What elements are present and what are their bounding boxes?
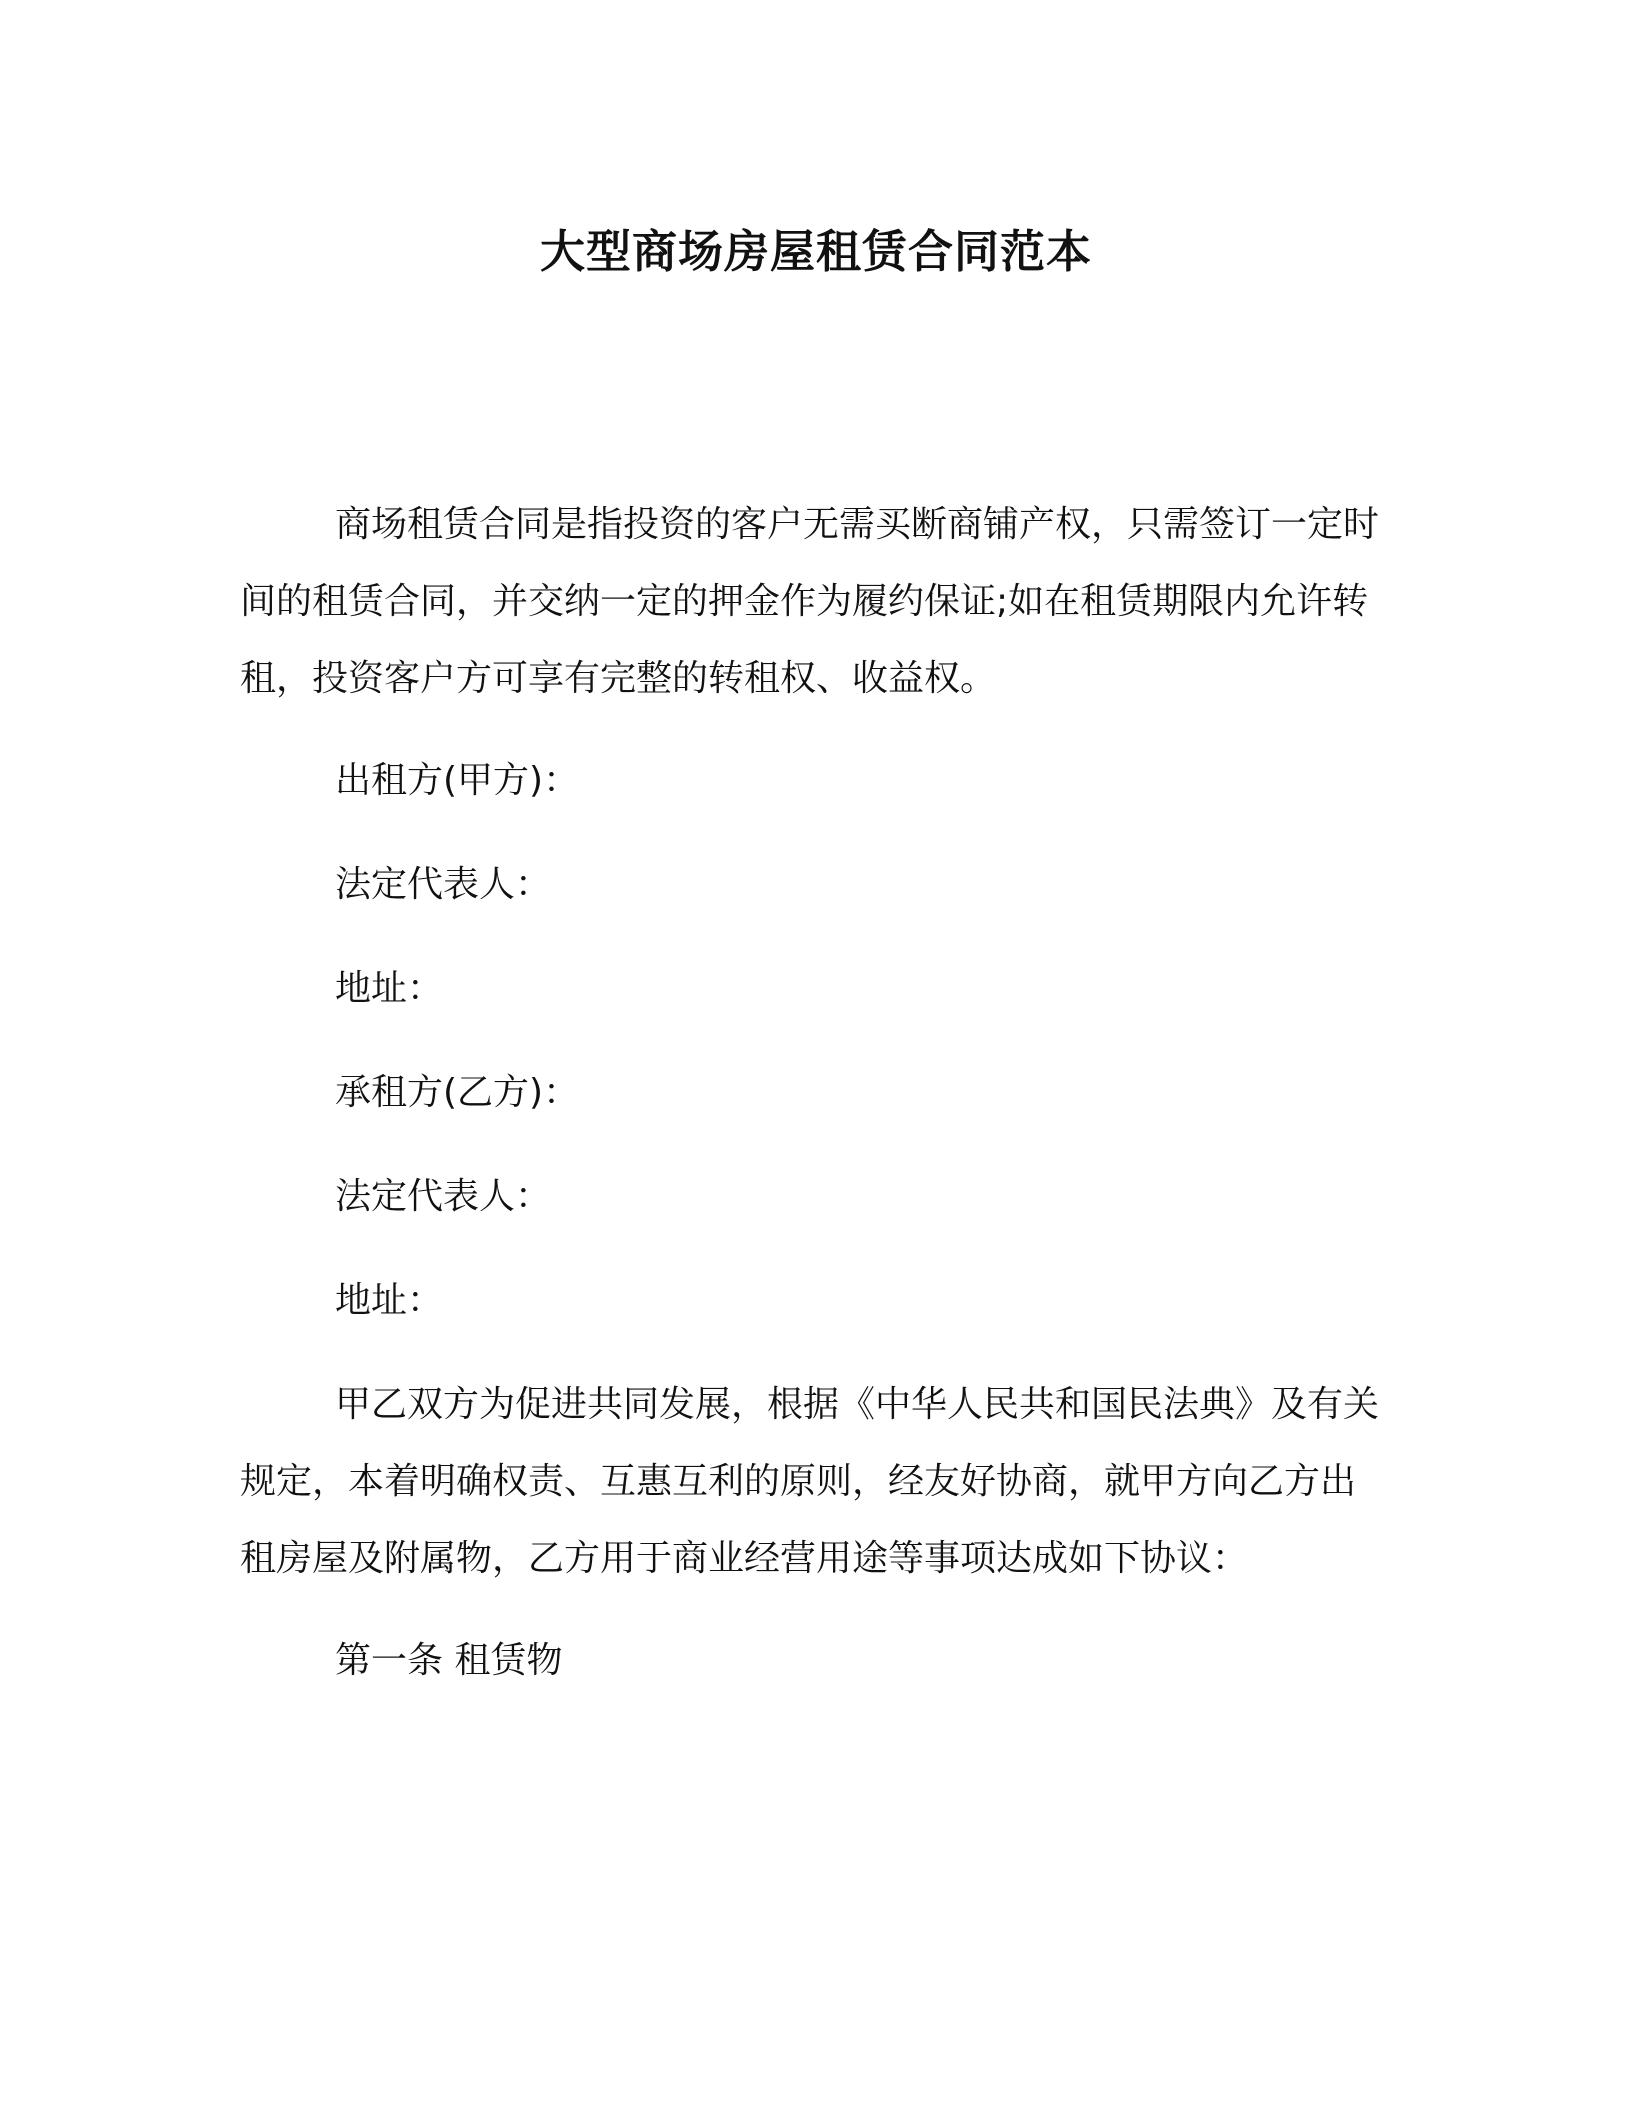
lessor-address-label: 地址： (335, 968, 444, 1009)
lessee-representative-label: 法定代表人： (335, 1176, 552, 1217)
agreement-paragraph: 甲乙双方为促进共同发展，根据《中华人民共和国民法典》及有关规定，本着明确权责、互惠互利的原则，经友好协商，就甲方向乙方出租房屋及附属物，乙方用于商业经营用途等事项达成如下协议： (240, 1384, 1380, 1579)
lessor-label: 出租方(甲方)： (335, 760, 580, 801)
article-1-heading: 第一条 租赁物 (335, 1640, 563, 1681)
lessee-address-label: 地址： (335, 1280, 444, 1321)
lessee-label: 承租方(乙方)： (335, 1072, 580, 1113)
lessor-representative-label: 法定代表人： (335, 864, 552, 905)
intro-paragraph: 商场租赁合同是指投资的客户无需买断商铺产权，只需签订一定时间的租赁合同，并交纳一定的押金作为履约保证;如在租赁期限内允许转租，投资客户方可享有完整的转租权、收益权。 (240, 504, 1380, 699)
document-title: 大型商场房屋租赁合同范本 (539, 225, 1092, 278)
